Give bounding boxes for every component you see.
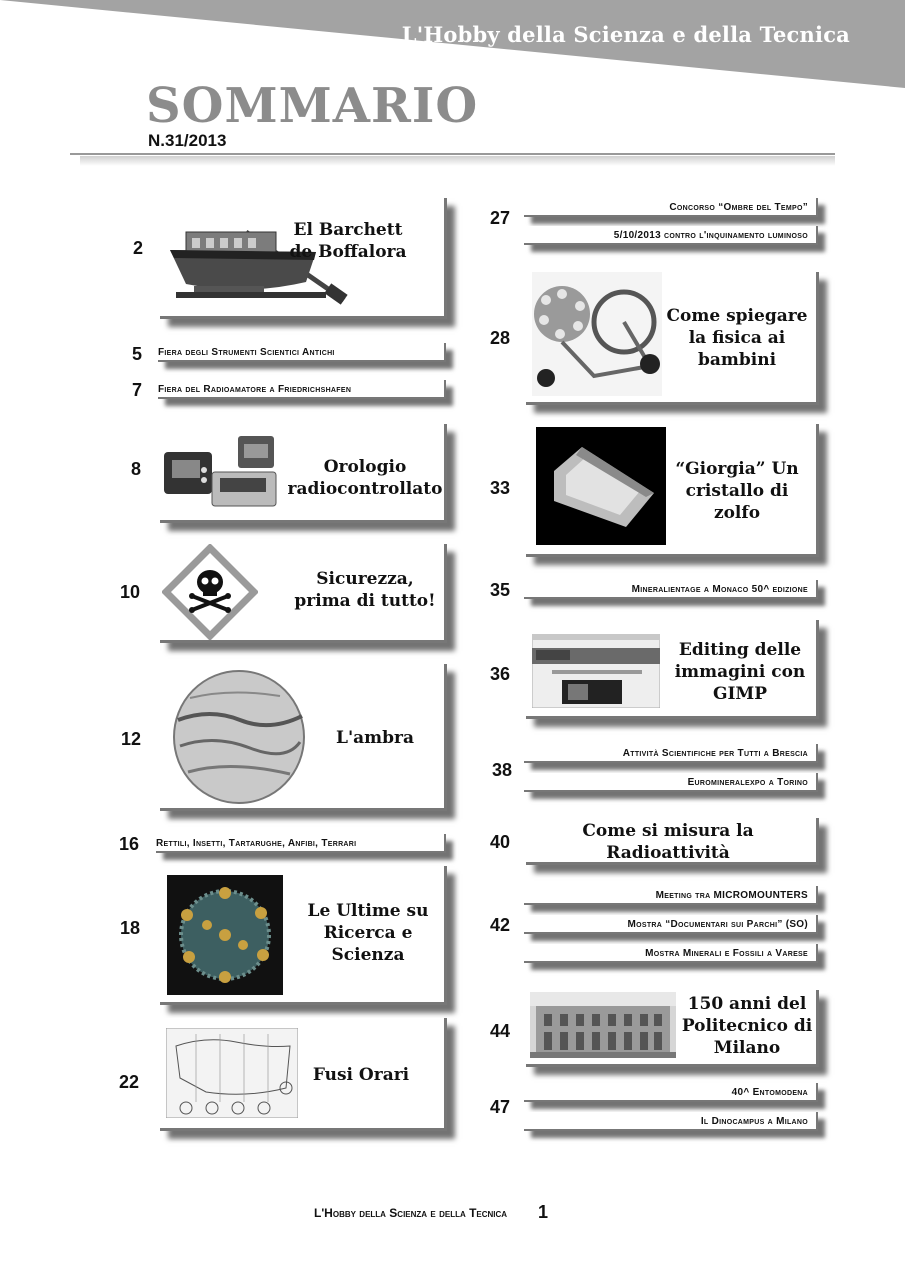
radio-clock-photo: [164, 432, 286, 512]
entry-strip[interactable]: Rettili, Insetti, Tartarughe, Anfibi, Terrari: [156, 834, 446, 853]
footer-title: L'Hobby della Scienza e della Tecnica: [314, 1206, 508, 1220]
page-number: 28: [490, 328, 511, 348]
page-number: 2: [133, 238, 144, 258]
entry-strip[interactable]: Concorso “Ombre del Tempo”: [524, 198, 818, 217]
entry-strip[interactable]: 5/10/2013 contro l'inquinamento luminoso: [524, 226, 818, 245]
entry-title: Sicurezza, prima di tutto!: [294, 569, 436, 611]
page-number: 8: [131, 459, 142, 479]
page-number: 7: [132, 380, 143, 400]
entry-title: Come spiegare la fisica ai bambini: [666, 306, 808, 370]
gimp-website-screenshot: [532, 634, 660, 708]
page-number: 22: [119, 1072, 140, 1092]
magazine-title: L'Hobby della Scienza e della Tecnica: [401, 22, 850, 47]
entry-title: Fusi Orari: [312, 1065, 410, 1085]
page-number: 16: [119, 834, 140, 854]
skull-hazard-sign: [162, 544, 258, 640]
issue-number: N.31/2013: [148, 131, 227, 150]
page-number: 35: [490, 580, 511, 600]
entry-strip[interactable]: Il Dinocampus a Milano: [524, 1112, 818, 1131]
entry-strip[interactable]: Meeting tra MICROMOUNTERS: [524, 886, 818, 905]
page-title: SOMMARIO: [146, 78, 479, 134]
entry-strip[interactable]: Euromineralexpo a Torino: [524, 773, 818, 792]
page-number: 38: [492, 760, 513, 780]
page-number: 10: [120, 582, 141, 602]
politecnico-building-photo: [530, 992, 676, 1058]
footer-page-number: 1: [538, 1202, 549, 1222]
entry-strip[interactable]: Fiera del Radioamatore a Friedrichshafen: [158, 380, 446, 399]
page-number: 12: [121, 729, 142, 749]
entry-strip[interactable]: Fiera degli Strumenti Scientici Antichi: [158, 343, 446, 362]
entry-strip[interactable]: Mostra “Documentari sui Parchi” (SO): [524, 915, 818, 934]
amber-photo: [170, 668, 310, 806]
entry-title: “Giorgia” Un cristallo di zolfo: [675, 459, 799, 523]
page-number: 36: [490, 664, 511, 684]
page-number: 42: [490, 915, 511, 935]
page-number: 47: [490, 1097, 511, 1117]
entry-strip[interactable]: 40^ Entomodena: [524, 1083, 818, 1102]
entry-strip[interactable]: Mostra Minerali e Fossili a Varese: [524, 944, 818, 963]
entry-title: Editing delle immagini con GIMP: [674, 640, 806, 704]
time-zone-map: [166, 1028, 298, 1118]
entry-title: Orologio radiocontrollato: [287, 457, 443, 499]
crystal-photo: [536, 427, 666, 545]
entry-title: 150 anni del Politecnico di Milano: [681, 994, 813, 1058]
page-number: 44: [490, 1021, 511, 1041]
entry-title: L'ambra: [335, 728, 415, 748]
entry-strip[interactable]: Mineralientage a Monaco 50^ edizione: [524, 580, 818, 599]
page-number: 27: [490, 208, 511, 228]
entry-strip[interactable]: Attività Scientifiche per Tutti a Brescia: [524, 744, 818, 763]
page-number: 5: [132, 344, 143, 364]
page-number: 40: [490, 832, 511, 852]
virus-model-image: [167, 875, 283, 995]
entry-title: Le Ultime su Ricerca e Scienza: [307, 901, 429, 965]
entry-title: El Barchett de Boffalora: [289, 220, 407, 262]
page-number: 18: [120, 918, 141, 938]
meccano-model-photo: [532, 272, 662, 396]
header-rule: [70, 153, 835, 155]
page-number: 33: [490, 478, 511, 498]
entry-title: Come si misura la Radioattività: [582, 821, 754, 863]
